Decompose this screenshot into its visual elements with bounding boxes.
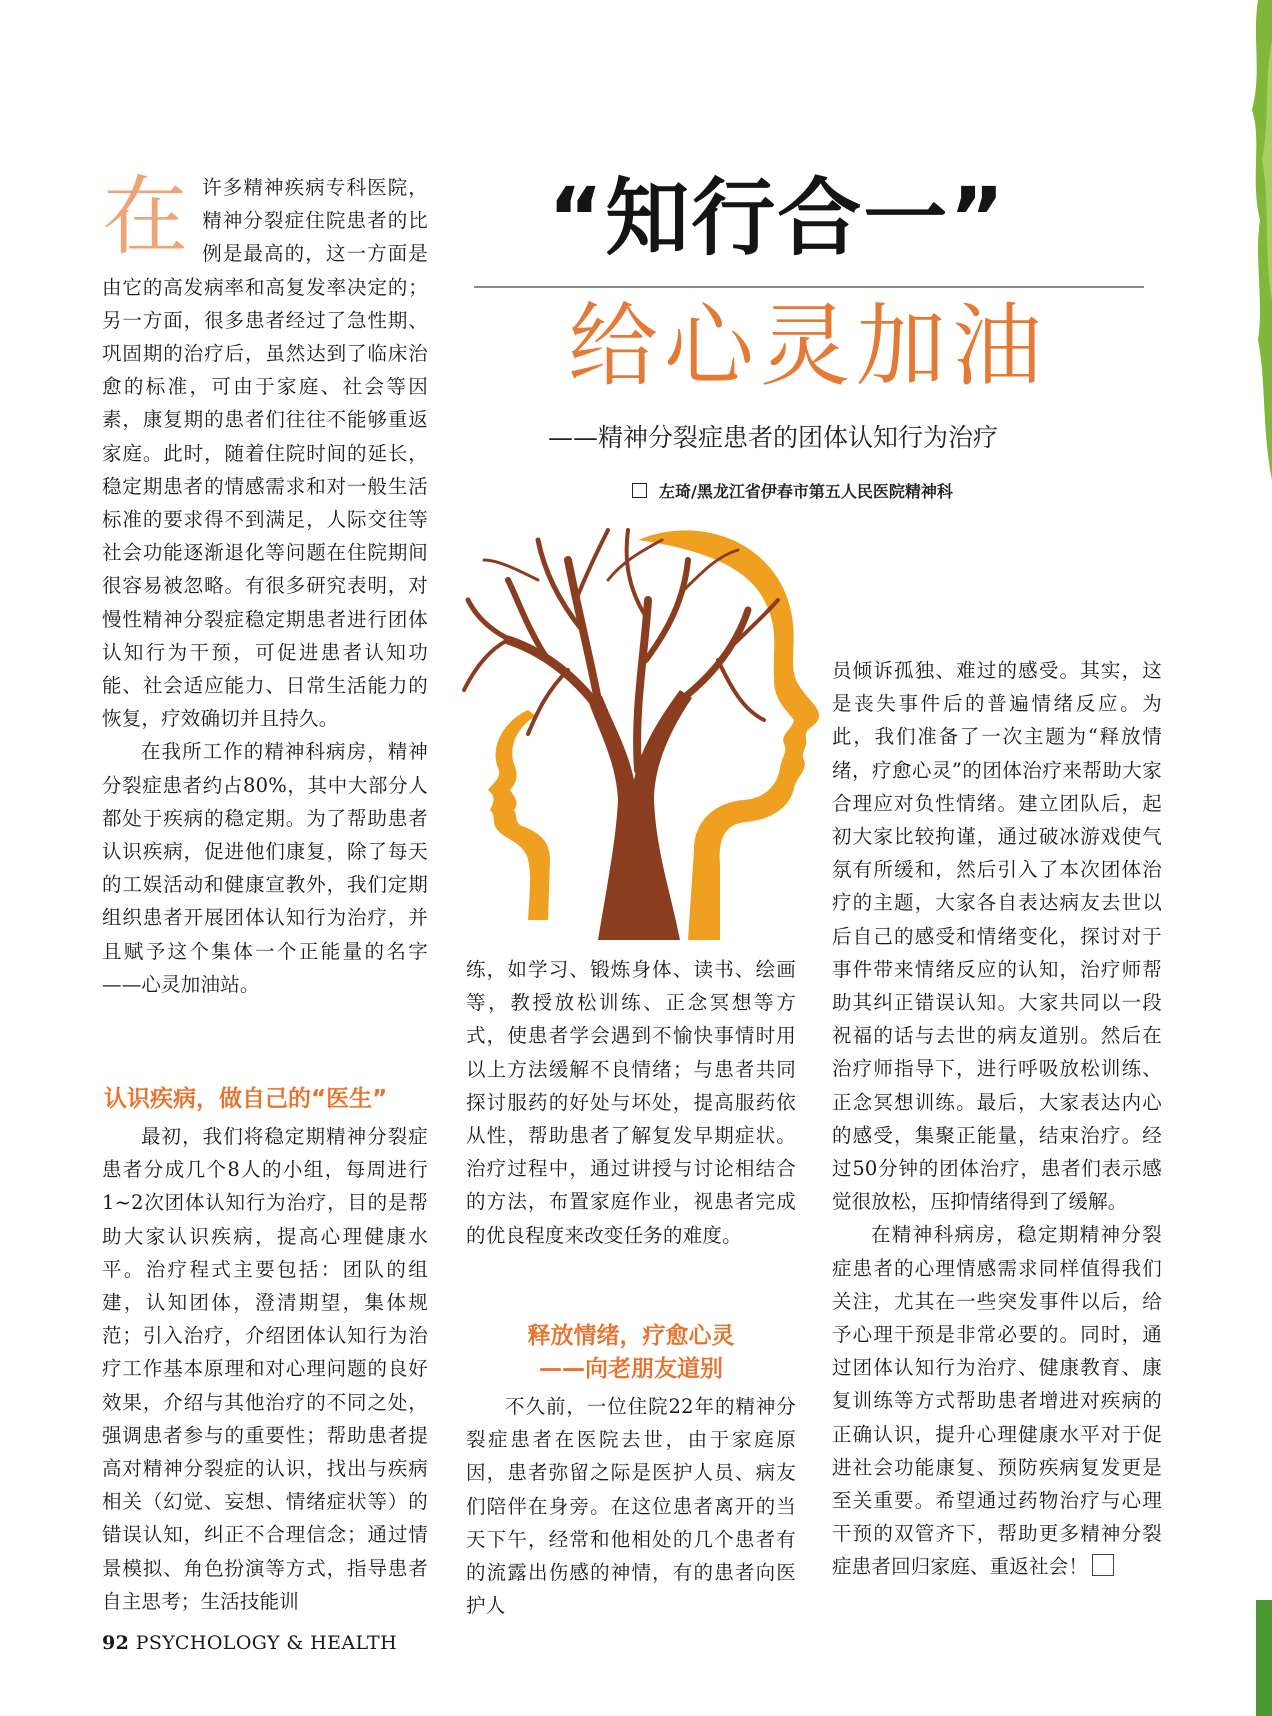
section1-paragraph-1-continued: 练，如学习、锻炼身体、读书、绘画等，教授放松训练、正念冥想等方式，使患者学会遇到不愉快事情时用以上方法缓解不良情绪；与患者共同探讨服药的好处与坏处，提高服药依从性，帮助患者了解复发早期症状。治疗过程中，通过讲授与讨论相结合的方法，布置家庭作业，视患者完成的优良程度来改变任务的难度。: [466, 958, 796, 1247]
dropcap: 在: [102, 167, 189, 267]
section1-heading: 认识疾病，做自己的“医生”: [104, 1086, 388, 1112]
section2-paragraph-1: 不久前，一位住院22年的精神分裂症患者在医院去世，由于家庭原因，患者弥留之际是医护人员、病友们陪伴在身旁。在这位患者离开的当天下午，经常和他相处的几个患者有的流露出伤感的神情，有的患者向医护人: [466, 1395, 796, 1618]
article-title-line2: 给心灵加油: [568, 294, 1048, 399]
section2-heading-line2: ——向老朋友道别: [539, 1356, 723, 1382]
column-3: [832, 654, 1162, 1584]
end-mark-icon: [1092, 1554, 1114, 1576]
intro-paragraph-2: 在我所工作的精神科病房，精神分裂症患者约占80%，其中大部分人都处于疾病的稳定期。为了帮助患者认识疾病，促进他们康复，除了每天的工娱活动和健康宣教外，我们定期组织患者开展团体认知行为治疗，并且赋予这个集体一个正能量的名字——心灵加油站。: [102, 740, 428, 996]
title-divider: [474, 286, 1144, 288]
section2-heading: [466, 1320, 796, 1386]
column-1-section1: [102, 1120, 428, 1618]
page-number: 92: [102, 1632, 130, 1654]
leaf-decoration: [1232, 0, 1272, 480]
tree-head-illustration: [448, 520, 828, 940]
magazine-name: PSYCHOLOGY & HEALTH: [135, 1632, 398, 1654]
byline-text: 左琦/黑龙江省伊春市第五人民医院精神科: [659, 482, 953, 501]
intro-paragraph-1: 许多精神疾病专科医院，精神分裂症住院患者的比例是最高的，这一方面是由它的高发病率和高复发率决定的；另一方面，很多患者经过了急性期、巩固期的治疗后，虽然达到了临床治愈的标准，可由于家庭、社会等因素，康复期的患者们往往不能够重返家庭。此时，随着住院时间的延长，稳定期患者的情感需求和对一般生活标准的要求得不到满足，人际交往等社会功能逐渐退化等问题在住院期间很容易被忽略。有很多研究表明，对慢性精神分裂症稳定期患者进行团体认知行为干预，可促进患者认知功能、社会适应能力、日常生活能力的恢复，疗效确切并且持久。: [102, 176, 428, 731]
side-green-bar: [1256, 1600, 1272, 1716]
section1-paragraph-1: 最初，我们将稳定期精神分裂症患者分成几个8人的小组，每周进行1~2次团体认知行为治疗，目的是帮助大家认识疾病，提高心理健康水平。治疗程式主要包括：团队的组建，认知团体，澄清期望，集体规范；引入治疗，介绍团体认知行为治疗工作基本原理和对心理问题的良好效果，介绍与其他治疗的不同之处，强调患者参与的重要性；帮助患者提高对精神分裂症的认识，找出与疾病相关（幻觉、妄想、情绪症状等）的错误认知，纠正不合理信念；通过情景模拟、角色扮演等方式，指导患者自主思考；生活技能训: [102, 1125, 428, 1613]
column-1-intro: [102, 167, 428, 1001]
small-head-silhouette: [488, 710, 550, 920]
article-subtitle: ——精神分裂症患者的团体认知行为治疗: [548, 423, 999, 452]
section2-paragraph-1-continued: 员倾诉孤独、难过的感受。其实，这是丧失事件后的普遍情绪反应。为此，我们准备了一次主题为“释放情绪，疗愈心灵”的团体治疗来帮助大家合理应对负性情绪。建立团队后，起初大家比较拘谨，通过破冰游戏使气氛有所缓和，然后引入了本次团体治疗的主题，大家各自表达病友去世以后自己的感受和情绪变化，探讨对于事件带来情绪反应的认知，治疗师帮助其纠正错误认知。大家共同以一段祝福的话与去世的病友道别。然后在治疗师指导下，进行呼吸放松训练、正念冥想训练。最后，大家表达内心的感受，集聚正能量，结束治疗。经过50分钟的团体治疗，患者们表示感觉很放松，压抑情绪得到了缓解。: [832, 659, 1162, 1214]
byline-box-icon: [632, 483, 647, 498]
byline: [632, 478, 953, 506]
page-footer: [102, 1628, 397, 1658]
section2-paragraph-2: [832, 1218, 1162, 1583]
section2-paragraph-2-text: 在精神科病房，稳定期精神分裂症患者的心理情感需求同样值得我们关注，尤其在一些突发事件以后，给予心理干预是非常必要的。同时，通过团体认知行为治疗、健康教育、康复训练等方式帮助患者增进对疾病的正确认识，提升心理健康水平对于促进社会功能康复、预防疾病复发更是至关重要。希望通过药物治疗与心理干预的双管齐下，帮助更多精神分裂症患者回归家庭、重返社会！: [832, 1223, 1162, 1579]
column-2: [466, 953, 796, 1252]
column-2-section2: [466, 1390, 796, 1622]
section2-heading-line1: 释放情绪，疗愈心灵: [527, 1323, 735, 1349]
article-title-line1: “知行合一”: [548, 169, 1007, 267]
